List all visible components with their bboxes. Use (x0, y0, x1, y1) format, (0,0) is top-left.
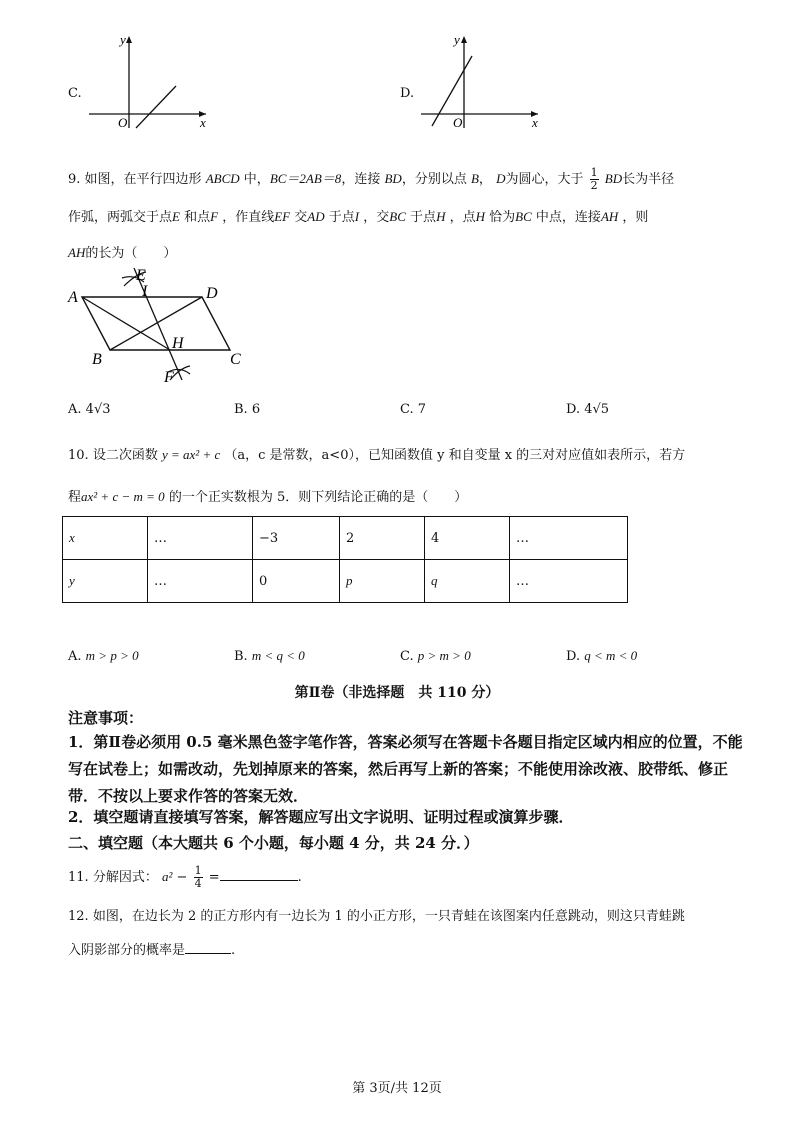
q10-option-a[interactable]: A. m > p > 0 (68, 648, 139, 664)
option-d-label: D. (400, 86, 415, 101)
fraction-quarter: $\frac{1}{4}$ (194, 864, 202, 890)
q11: 11. 分解因式： a² − $\frac{1}{4}$ = . (68, 864, 302, 890)
q10-option-b[interactable]: B. m < q < 0 (234, 648, 305, 664)
table-row: y … 0 p q … (63, 560, 628, 603)
svg-text:x: x (532, 115, 538, 130)
label-f: F (164, 369, 174, 386)
q10-line1: 10. 设二次函数 y = ax² + c （a，c 是常数，a<0），已知函数值 y 和自变量 x 的三对对应值如表所示，若方 (68, 447, 686, 463)
notice-item-1: 1．第Ⅱ卷必须用 0.5 毫米黑色签字笔作答，答案必须写在答题卡各题目指定区域内相应的位置，不能写在试卷上；如需改动，先划掉原来的答案，然后再写上新的答案；不能使用涂改液、胶带纸、修正带．不按以上要求作答的答案无效． (68, 733, 743, 805)
origin-label: O (118, 115, 128, 130)
q12-line1: 12. 如图，在边长为 2 的正方形内有一边长为 1 的小正方形，一只青蛙在该图案内任意跳动，则这只青蛙跳 (68, 909, 685, 924)
graph-line (432, 56, 472, 126)
q12-answer-blank[interactable] (185, 939, 231, 954)
q9-option-d[interactable]: D. 4√5 (566, 402, 610, 417)
q10-line2: 程ax² + c − m = 0 的一个正实数根为 5．则下列结论正确的是（ ） (68, 489, 468, 505)
q9-option-a[interactable]: A. 4√3 (68, 402, 111, 417)
q11-answer-blank[interactable] (220, 866, 298, 881)
q9-option-c[interactable]: C. 7 (400, 402, 427, 417)
graph-line (136, 86, 176, 128)
label-c: C (230, 351, 241, 368)
fraction-half: $\frac{1}{2}$ (590, 166, 598, 192)
svg-text:y: y (454, 32, 460, 47)
notice-item-2: 2．填空题请直接填写答案，解答题应写出文字说明、证明过程或演算步骤． (68, 808, 574, 826)
graph-c (84, 30, 214, 130)
label-e: E (136, 267, 146, 284)
svg-text:O: O (453, 115, 463, 130)
y-label: y (120, 32, 126, 47)
q10-value-table (62, 516, 628, 603)
parallelogram-figure (64, 262, 254, 392)
q10-option-d[interactable]: D. q < m < 0 (566, 648, 638, 664)
graph-d (416, 30, 546, 130)
label-d: D (206, 285, 218, 302)
notice-heading: 注意事项： (68, 709, 144, 727)
section2-title: 第Ⅱ卷（非选择题 共 110 分） (294, 685, 500, 701)
q10-option-c[interactable]: C. p > m > 0 (400, 648, 471, 664)
table-row: x … −3 2 4 … (63, 517, 628, 560)
x-label: x (200, 115, 206, 130)
q9-line2: 作弧，两弧交于点E 和点F ，作直线EF 交AD 于点I ，交BC 于点H ，点H 恰为BC 中点，连接AH ，则 (68, 209, 649, 225)
option-c-label: C. (68, 86, 82, 101)
label-a: A (68, 289, 78, 306)
page-footer: 第 3页/共 12页 (352, 1081, 442, 1096)
q9-option-b[interactable]: B. 6 (234, 402, 261, 417)
q9-line1: 9. 如图，在平行四边形 ABCD 中，BC＝2AB＝8，连接 BD，分别以点 B， D为圆心，大于 $\frac{1}{2}$ BD长为半径 (68, 166, 675, 192)
q12-line2: 入阴影部分的概率是 . (68, 932, 740, 970)
label-i: I (142, 283, 148, 300)
label-h: H (172, 335, 184, 352)
label-b: B (92, 351, 102, 368)
q9-line3: AH的长为（ ） (68, 245, 177, 261)
y-axis-arrow (126, 36, 132, 43)
fill-blank-section-title: 二、填空题（本大题共 6 个小题，每小题 4 分，共 24 分．） (68, 834, 479, 852)
